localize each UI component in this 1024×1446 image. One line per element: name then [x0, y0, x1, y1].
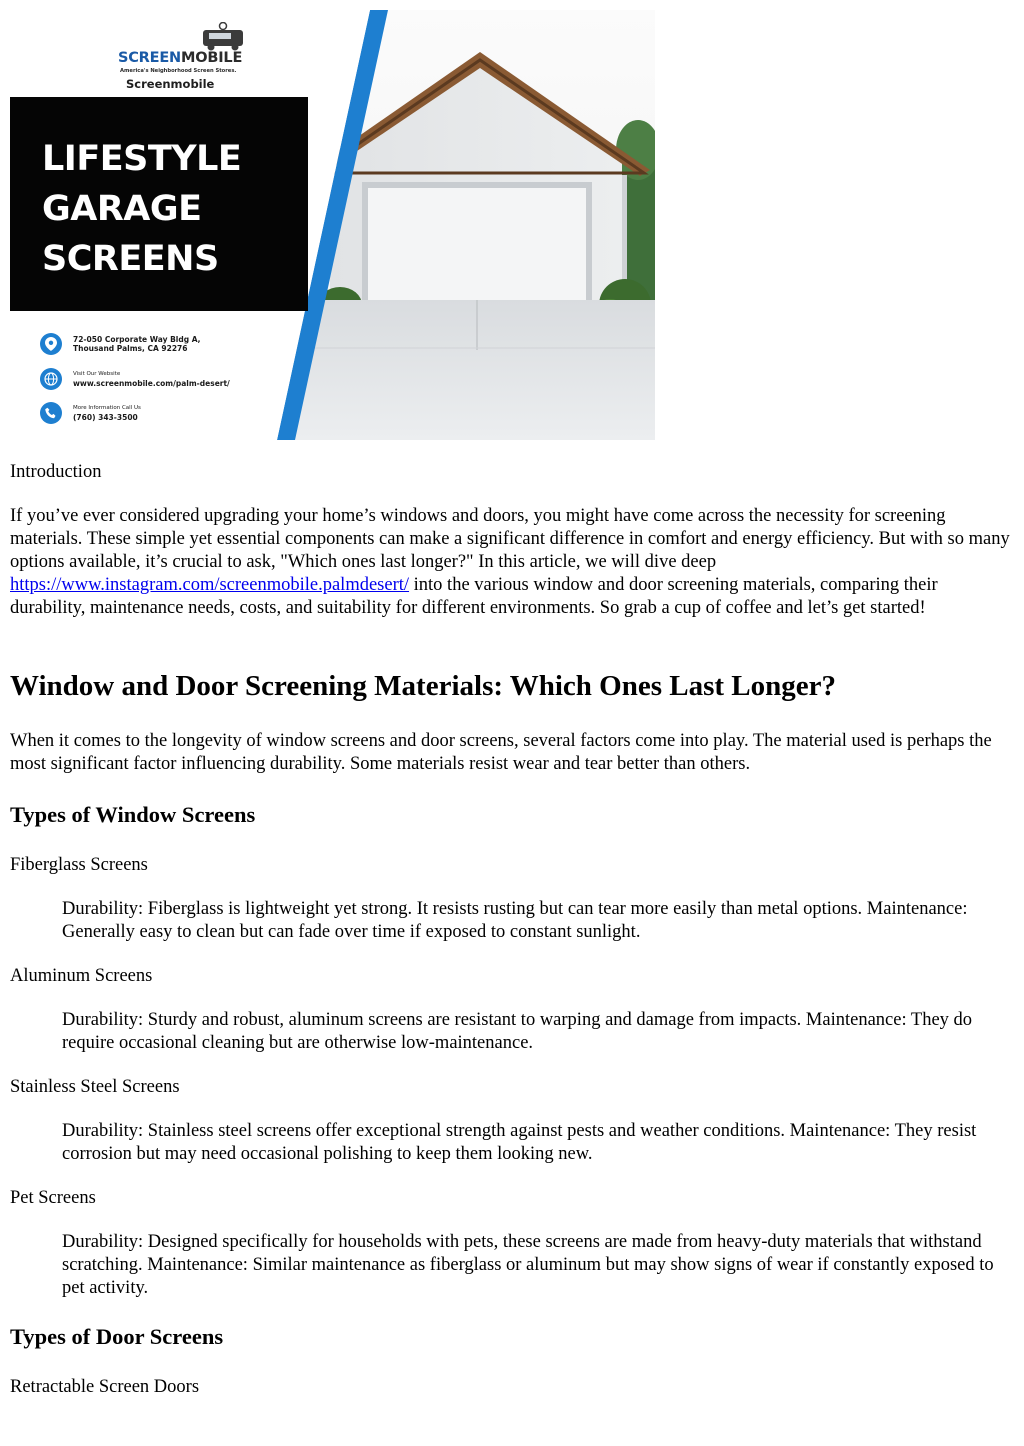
globe-icon: [40, 368, 62, 390]
door-type-name: Retractable Screen Doors: [10, 1377, 200, 1397]
intro-label: Introduction: [10, 462, 102, 482]
screen-type-name: Pet Screens: [10, 1188, 96, 1208]
instagram-link[interactable]: https://www.instagram.com/screenmobile.palmdesert/: [10, 575, 410, 595]
banner-headline: [42, 134, 241, 284]
headline-line-1: LIFESTYLE: [42, 139, 242, 179]
screen-type-name: Aluminum Screens: [10, 966, 153, 986]
contact-address: 72-050 Corporate Way Bldg A, Thousand Palms, CA 92276: [40, 333, 201, 355]
screen-type-description: Durability: Sturdy and robust, aluminum screens are resistant to warping and damage from impacts. Maintenance: They do require occasional cleaning but are otherwise low-maintenance.: [62, 1010, 973, 1053]
screen-type-name: Fiberglass Screens: [10, 855, 148, 875]
contact-phone: More Information Call Us (760) 343-3500: [40, 402, 141, 424]
screen-type-description: Durability: Designed specifically for households with pets, these screens are made from heavy-duty materials that withstand scratching. Maintenance: Similar maintenance as fiberglass or aluminum but may show signs of wear if constantly exposed to pet activity.: [62, 1232, 994, 1298]
screen-type-description: Durability: Stainless steel screens offer exceptional strength against pests and weather conditions. Maintenance: They resist corrosion but may need occasional polishing to keep them looking new.: [62, 1121, 977, 1164]
door-screens-heading: Types of Door Screens: [10, 1324, 224, 1349]
phone-icon: [40, 402, 62, 424]
headline-line-3: SCREENS: [42, 239, 219, 279]
logo-van-icon: [193, 22, 253, 52]
location-pin-icon: [40, 333, 62, 355]
screenmobile-logo: SCREENMOBILE America's Neighborhood Screen Stores.: [118, 22, 258, 80]
main-heading: Window and Door Screening Materials: Which Ones Last Longer?: [10, 670, 837, 702]
screen-type-name: Stainless Steel Screens: [10, 1077, 180, 1097]
window-screens-heading: Types of Window Screens: [10, 802, 256, 827]
brand-name: Screenmobile: [126, 77, 215, 91]
screen-type-description: Durability: Fiberglass is lightweight yet strong. It resists rusting but can tear more easily than metal options. Maintenance: Generally easy to clean but can fade over time if exposed to constant sunlight.: [62, 899, 968, 942]
intro-paragraph: If you’ve ever considered upgrading your home’s windows and doors, you might have come across the necessity for screening materials. These simple yet essential components can make a significant difference in comfort and energy efficiency. But with so many options available, it’s crucial to ask, "Which ones last longer?" In this article, we will dive deep https://www.instagram.com/screenmobile.palmdesert/ into the various window and door screening materials, comparing their durability, maintenance needs, costs, and suitability for different environments. So grab a cup of coffee and let’s get started!: [10, 506, 1010, 618]
contact-website: Visit Our Website www.screenmobile.com/palm-desert/: [40, 368, 230, 390]
hero-banner: [10, 10, 655, 440]
headline-line-2: GARAGE: [42, 189, 202, 229]
main-paragraph: When it comes to the longevity of window screens and door screens, several factors come into play. The material used is perhaps the most significant factor influencing durability. Some materials resist wear and tear better than others.: [10, 731, 992, 774]
